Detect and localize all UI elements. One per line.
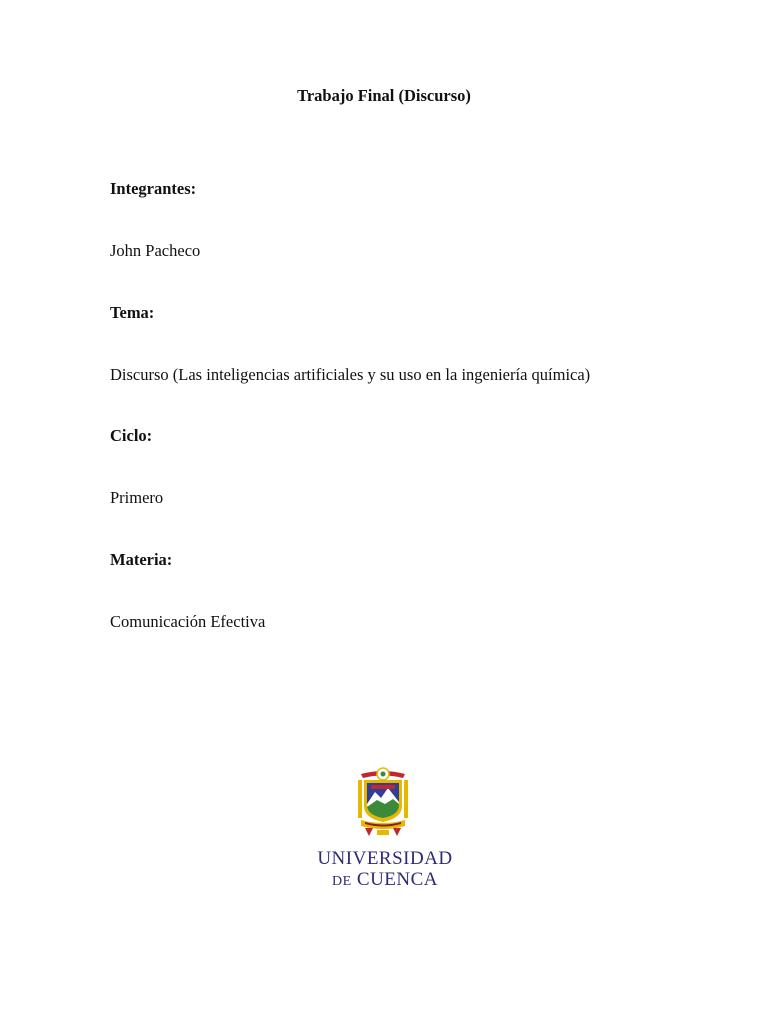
heading-ciclo: Ciclo: xyxy=(110,426,153,445)
heading-materia: Materia: xyxy=(110,550,173,569)
university-logo xyxy=(300,766,470,896)
document-title: Trabajo Final (Discurso) xyxy=(297,86,471,105)
logo-line-universidad: UNIVERSIDAD xyxy=(317,848,453,869)
logo-word-cuenca: CUENCA xyxy=(356,869,439,890)
value-tema: Discurso (Las inteligencias artificiales y su uso en la ingeniería química) xyxy=(110,365,591,384)
logo-line-de-cuenca xyxy=(300,869,470,891)
value-ciclo: Primero xyxy=(110,488,164,507)
value-materia: Comunicación Efectiva xyxy=(110,612,266,631)
heading-tema: Tema: xyxy=(110,303,155,322)
value-integrantes: John Pacheco xyxy=(110,241,201,260)
university-crest-icon xyxy=(355,766,411,838)
heading-integrantes: Integrantes: xyxy=(110,179,197,198)
logo-prefix-de: DE xyxy=(331,874,352,889)
